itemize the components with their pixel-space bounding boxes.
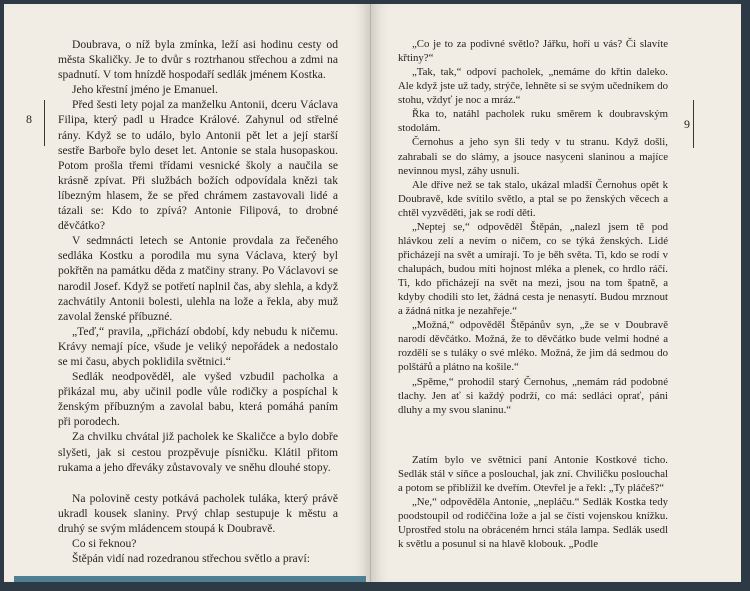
paragraph: Jeho křestní jméno je Emanuel. — [72, 83, 218, 97]
paragraph: „Tak, tak,“ odpoví pacholek, „nemáme do křtin daleko. Ale když jste už tady, strýče, lehněte si se svým učedníkem do stohu, vždyť je noc a mráz.“ — [398, 66, 668, 107]
paragraph: Řka to, natáhl pacholek ruku směrem k doubravským stodolám. — [398, 108, 668, 135]
paragraph: Za chvilku chvátal již pacholek ke Skaličce a bylo dobře slyšeti, jak si cestou prozpěvuje písničku. Klátil přitom rukama a jeho dřeváky zůstavovaly ve sněhu dlouhé stopy. — [58, 430, 338, 474]
paragraph: Sedlák neodpověděl, ale vyšed vzbudil pacholka a přikázal mu, aby učinil podle vůle rodičky a pospíchal k ženským příbuzným a zavolal babu, která pomáhá paním při porodech. — [58, 370, 338, 429]
page-number-left: 8 — [26, 112, 32, 126]
page-number-right: 9 — [684, 117, 690, 131]
right-page-text — [398, 37, 668, 551]
left-page-text — [58, 37, 338, 566]
paragraph: Ale dříve než se tak stalo, ukázal mladší Černohus opět k Doubravě, kde svítilo světlo, a ptal se po ženských věcech a chtěl vyzvěděti, jak se rodí děti. — [398, 178, 668, 219]
paragraph: „Co je to za podivné světlo? Jářku, hoří u vás? Či slavíte křtiny?“ — [398, 38, 668, 65]
paragraph: „Teď,“ pravila, „přichází období, kdy nebudu k ničemu. Krávy nemají píce, všude je veliký nepořádek a nedostalo se mi času, abych poklidila světnici.“ — [58, 324, 338, 368]
paragraph: V sedmnácti letech se Antonie provdala za řečeného sedláka Kostku a porodila mu syna Václava, který byl pokřtěn na památku děda z matčiny strany. Po Václavovi se narodil Josef. Když se potřetí naplnil čas, aby slehla, a když zachvátily Antonii bolesti, ulehla na lože a řekla, aby muž zavolal ženské příbuzné. — [58, 234, 338, 323]
paragraph: Doubrava, o níž byla zmínka, leží asi hodinu cesty od města Skaličky. Je to dvůr s roztrhanou střechou a zdmi na spadnutí. V tom hnízdě hospodaří sedlák jménem Kostka. — [58, 38, 338, 82]
paragraph: „Spěme,“ prohodil starý Černohus, „nemám rád podobné tlachy. Jen ať si každý podrží, co má: sedláci oprať, páni dluhy a my svou slaninu.“ — [398, 375, 668, 416]
paragraph: Na polovině cesty potkává pacholek tuláka, který právě ukradl kousek slaniny. Prvý chlap sestupuje k městu a druhý se svým mládencem stoupá k Doubravě. — [58, 491, 338, 535]
margin-mark — [44, 100, 45, 146]
paragraph: „Možná,“ odpověděl Štěpánův syn, „že se v Doubravě narodí děvčátko. Možná, že to děvčátko bude velmi hodné a rozdělí se s tuláky o své mléko. Možná, že jim dá sedmou do polštářů a plátno na košile.“ — [398, 319, 668, 374]
paragraph: Před šesti lety pojal za manželku Antonii, dceru Václava Filipa, který padl u Hradce Králové. Zahynul od střelné rány. Když se to událo, bylo Antonii pět let a její starší sestře Barboře bylo deset let. Antonie se stala husopaskou. Potom prošla třemi třídami vesnické školy a naučila se krásně zpívat. Při službách božích odpovídala knězi tak líbezným hlasem, že se před chrámem zastavovali lidé a tázali se: Kdo to zpívá? Antonie Filipová, to drobné děvčátko? — [58, 98, 338, 233]
paragraph: Co si řeknou? — [72, 537, 137, 550]
paragraph: Štěpán vidí nad rozedranou střechou světlo a praví: — [72, 552, 310, 566]
paragraph: Zatím bylo ve světnici paní Antonie Kostkové ticho. Sedlák stál v síňce a poslouchal, jak zní. Chviličku poslouchal a potom se přiblížil ke dveřím. Otevřel je a řekl: „Ty pláčeš?“ — [398, 453, 668, 494]
paragraph: Černohus a jeho syn šli tedy v tu stranu. Když došli, zahrabali se do slámy, a jsouce nasyceni slaninou a majíce nevinnou mysl, záhy usnuli. — [398, 136, 668, 177]
book-edge — [14, 576, 366, 582]
paragraph: „Ne,“ odpověděla Antonie, „nepláču.“ Sedlák Kostka tedy poodstoupil od rodiččina lože a jal se čísti vojenskou knížku. Uprostřed stolu na obráceném hrnci stála lampa. Sedlák usedl k světlu a posunul si na hlavě klobouk. „Podle — [398, 495, 668, 551]
margin-mark — [693, 100, 694, 148]
paragraph: „Neptej se,“ odpověděl Štěpán, „nalezl jsem tě pod hlávkou zelí a nevím o ničem, co se týká ženských. Lidé přicházejí na svět a umírají. To je běh světa. Ti, kdo se rodí v chalupách, budou míti hojnost mléka a plenek, co hrdlo ráčí. Ti, kdo přicházejí na svět na mezi, jsou na tom špatně, a kdyby chodili sto let, žádná cesta je nenasytí. Budou mrznout a žádná nitka je nezahřeje.“ — [398, 220, 668, 318]
